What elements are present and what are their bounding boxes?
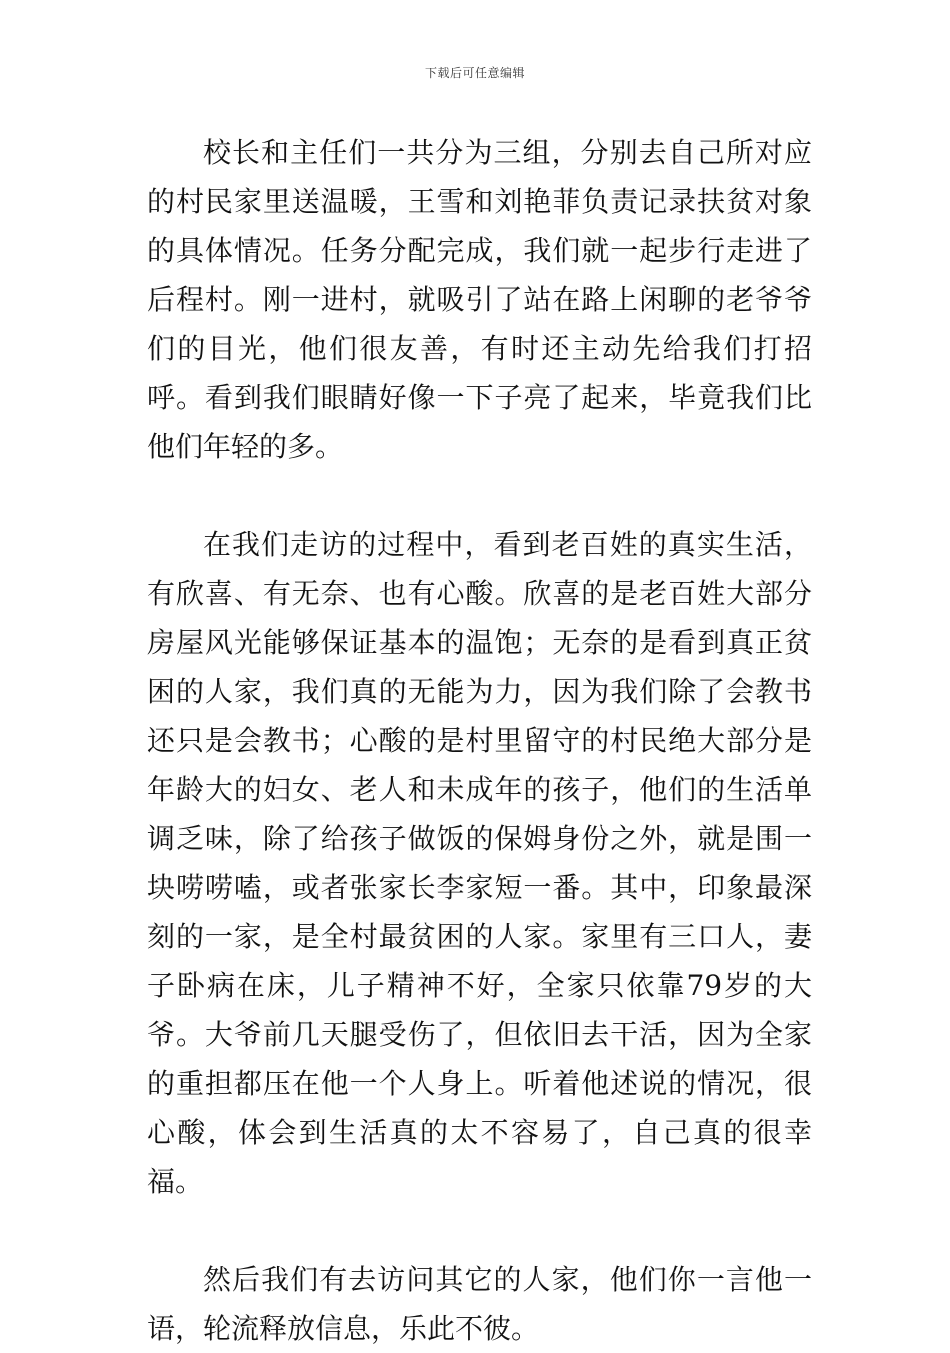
paragraph-2: 在我们走访的过程中，看到老百姓的真实生活，有欣喜、有无奈、也有心酸。欣喜的是老百姓大部分房屋风光能够保证基本的温饱；无奈的是看到真正贫困的人家，我们真的无能为力，因为我们除了会教书还只是会教书；心酸的是村里留守的村民绝大部分是年龄大的妇女、老人和未成年的孩子，他们的生活单调乏味，除了给孩子做饭的保姆身份之外，就是围一块唠唠嗑，或者张家长李家短一番。其中，印象最深刻的一家，是全村最贫困的人家。家里有三口人，妻子卧病在床，儿子精神不好，全家只依靠79岁的大爷。大爷前几天腿受伤了，但依旧去干活，因为全家的重担都压在他一个人身上。听着他述说的情况，很心酸，体会到生活真的太不容易了，自己真的很幸福。 bbox=[147, 528, 812, 1198]
document-body bbox=[147, 128, 812, 1353]
paragraph-3: 然后我们有去访问其它的人家，他们你一言他一语，轮流释放信息，乐此不彼。 bbox=[147, 1263, 812, 1345]
paragraph-1: 校长和主任们一共分为三组，分别去自己所对应的村民家里送温暖，王雪和刘艳菲负责记录扶贫对象的具体情况。任务分配完成，我们就一起步行走进了后程村。刚一进村，就吸引了站在路上闲聊的老爷爷们的目光，他们很友善，有时还主动先给我们打招呼。看到我们眼睛好像一下子亮了起来，毕竟我们比他们年轻的多。 bbox=[147, 136, 812, 463]
page-header-note: 下载后可任意编辑 bbox=[424, 66, 525, 80]
